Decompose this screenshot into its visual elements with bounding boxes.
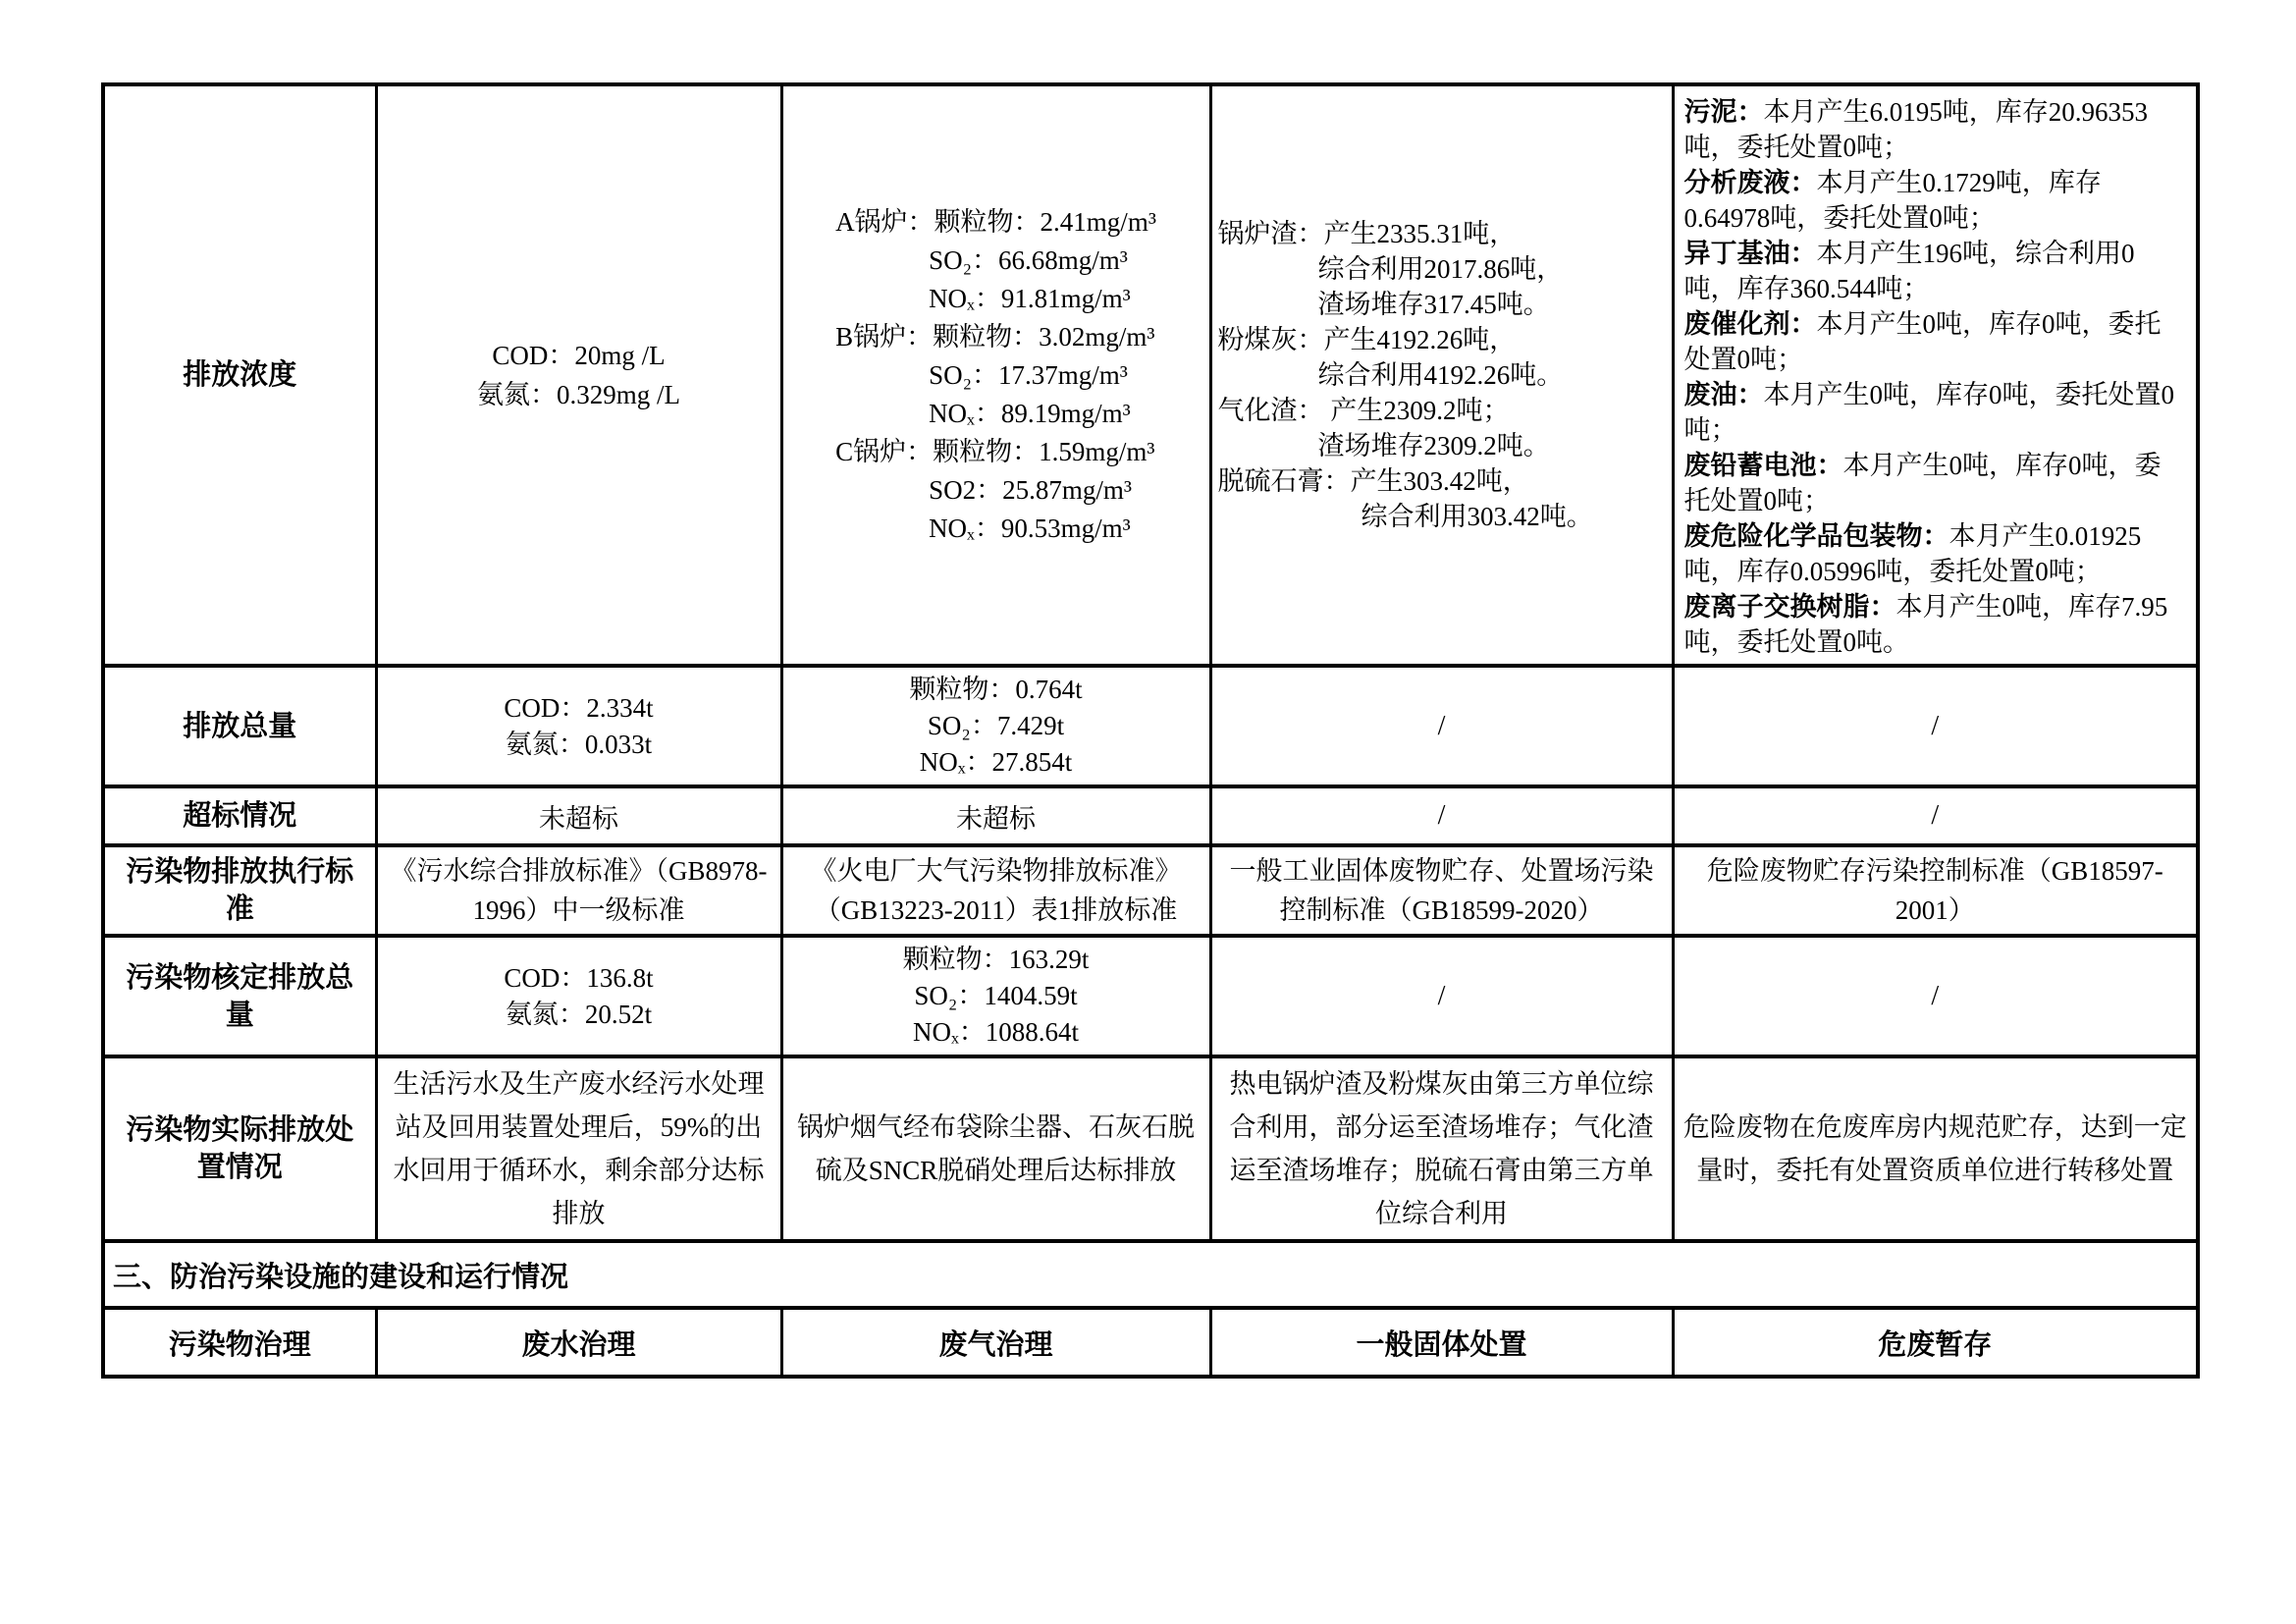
approved-solid-waste-cell: / <box>1210 936 1673 1056</box>
ammonia-concentration: 氨氮：0.329mg /L <box>477 380 680 409</box>
emission-concentration-label: 排放浓度 <box>103 84 376 666</box>
hazardous-entry-name: 分析废液： <box>1683 168 1817 197</box>
concentration-wastewater-cell <box>376 84 781 666</box>
disposal-wastewater-cell: 生活污水及生产废水经污水处理站及回用装置处理后，59%的出水回用于循环水，剩余部分达标排放 <box>376 1056 781 1241</box>
fly-ash-utilized: 综合利用4192.26吨。 <box>1317 360 1564 390</box>
hazardous-entry-chemical-packaging: 废危险化学品包装物：本月产生0.01925吨，库存0.05996吨，委托处置0吨； <box>1683 521 2142 586</box>
pollution-report-table <box>101 82 2200 1379</box>
standards-hazardous-cell: 危险废物贮存污染控制标准（GB18597-2001） <box>1673 845 2198 936</box>
boiler-a-pm: A锅炉：颗粒物：2.41mg/m³ <box>835 206 1156 237</box>
hazardous-entry-lead-battery: 废铅蓄电池：本月产生0吨，库存0吨，委托处置0吨； <box>1683 451 2162 515</box>
gasification-slag-stored: 渣场堆存2309.2吨。 <box>1317 431 1550 460</box>
hazardous-entry-sludge: 污泥：本月产生6.0195吨，库存20.96353吨，委托处置0吨； <box>1683 97 2148 162</box>
row-approved-total <box>103 936 2198 1056</box>
disposal-solid-waste-cell: 热电锅炉渣及粉煤灰由第三方单位综合利用，部分运至渣场堆存；气化渣运至渣场堆存；脱硫石膏由第三方单位综合利用 <box>1210 1056 1673 1241</box>
hazardous-entry-name: 异丁基油： <box>1683 239 1817 268</box>
hazardous-entry-name: 废油： <box>1683 380 1764 409</box>
exceedance-label: 超标情况 <box>103 786 376 845</box>
approved-wastewater-cell <box>376 936 781 1056</box>
hazardous-entry-isobutyl-oil: 异丁基油：本月产生196吨，综合利用0吨，库存360.544吨； <box>1683 239 2135 303</box>
cod-approved: COD：136.8t <box>504 962 654 993</box>
hazardous-entry-analysis-liquid: 分析废液：本月产生0.1729吨，库存0.64978吨，委托处置0吨； <box>1683 168 2102 233</box>
boiler-slag-stored: 渣场堆存317.45吨。 <box>1317 290 1550 319</box>
hazardous-entry-spent-catalyst: 废催化剂：本月产生0吨，库存0吨，委托处置0吨； <box>1683 309 2162 374</box>
disposal-flue-gas-cell: 锅炉烟气经布袋除尘器、石灰石脱硫及SNCR脱硝处理后达标排放 <box>781 1056 1210 1241</box>
approved-flue-gas-cell <box>781 936 1210 1056</box>
gypsum-produced: 脱硫石膏：产生303.42吨， <box>1217 466 1529 496</box>
boiler-b-nox: NOₓ：89.19mg/m³ <box>929 398 1131 428</box>
gypsum-utilized: 综合利用303.42吨。 <box>1361 502 1593 531</box>
concentration-flue-gas-cell <box>781 84 1210 666</box>
header-hazardous-storage: 危废暂存 <box>1673 1308 2198 1377</box>
exceedance-wastewater-cell: 未超标 <box>376 786 781 845</box>
fly-ash-produced: 粉煤灰：产生4192.26吨， <box>1217 325 1517 354</box>
emission-total-label: 排放总量 <box>103 666 376 786</box>
row-emission-standards <box>103 845 2198 936</box>
boiler-a-so2: SO₂：66.68mg/m³ <box>929 244 1128 275</box>
approved-total-label: 污染物核定排放总量 <box>103 936 376 1056</box>
hazardous-entry-waste-oil: 废油：本月产生0吨，库存0吨，委托处置0吨； <box>1683 380 2174 445</box>
gasification-slag-produced: 气化渣： 产生2309.2吨； <box>1217 396 1510 425</box>
cod-concentration: COD：20mg /L <box>492 341 666 370</box>
exceedance-flue-gas-cell: 未超标 <box>781 786 1210 845</box>
boiler-slag-utilized: 综合利用2017.86吨， <box>1317 254 1564 284</box>
so2-approved: SO₂：1404.59t <box>914 981 1078 1010</box>
standards-label: 污染物排放执行标准 <box>103 845 376 936</box>
exceedance-solid-waste-cell: / <box>1210 786 1673 845</box>
row-actual-disposal <box>103 1056 2198 1241</box>
hazardous-entry-name: 废离子交换树脂： <box>1683 592 1896 622</box>
section-title: 三、防治污染设施的建设和运行情况 <box>103 1241 2198 1308</box>
so2-total: SO₂：7.429t <box>927 711 1065 740</box>
boiler-c-so2: SO2：25.87mg/m³ <box>929 474 1132 505</box>
exceedance-hazardous-cell: / <box>1673 786 2198 845</box>
cod-total: COD：2.334t <box>504 692 654 723</box>
standards-wastewater-cell: 《污水综合排放标准》（GB8978-1996）中一级标准 <box>376 845 781 936</box>
header-wastewater-treatment: 废水治理 <box>376 1308 781 1377</box>
ammonia-approved: 氨氮：20.52t <box>505 999 653 1029</box>
concentration-hazardous-waste-cell <box>1673 84 2198 666</box>
header-flue-gas-treatment: 废气治理 <box>781 1308 1210 1377</box>
total-flue-gas-cell <box>781 666 1210 786</box>
boiler-b-so2: SO₂：17.37mg/m³ <box>929 359 1128 390</box>
row-exceedance <box>103 786 2198 845</box>
total-wastewater-cell <box>376 666 781 786</box>
standards-solid-waste-cell: 一般工业固体废物贮存、处置场污染控制标准（GB18599-2020） <box>1210 845 1673 936</box>
boiler-slag-produced: 锅炉渣：产生2335.31吨， <box>1217 219 1517 248</box>
nox-approved: NOₓ：1088.64t <box>912 1017 1080 1047</box>
pm-total: 颗粒物：0.764t <box>909 675 1083 704</box>
row-emission-total <box>103 666 2198 786</box>
hazardous-entry-name: 废铅蓄电池： <box>1683 451 1843 480</box>
header-general-solid-disposal: 一般固体处置 <box>1210 1308 1673 1377</box>
concentration-solid-waste-cell <box>1210 84 1673 666</box>
boiler-c-pm: C锅炉：颗粒物：1.59mg/m³ <box>835 436 1155 466</box>
hazardous-entry-name: 污泥： <box>1683 97 1764 127</box>
header-pollutant-treatment: 污染物治理 <box>103 1308 376 1377</box>
actual-disposal-label: 污染物实际排放处置情况 <box>103 1056 376 1241</box>
total-solid-waste-cell: / <box>1210 666 1673 786</box>
row-bottom-headers <box>103 1308 2198 1377</box>
hazardous-entry-ion-exchange-resin: 废离子交换树脂：本月产生0吨，库存7.95吨，委托处置0吨。 <box>1683 592 2168 657</box>
row-section-title <box>103 1241 2198 1308</box>
ammonia-total: 氨氮：0.033t <box>505 729 653 759</box>
standards-flue-gas-cell: 《火电厂大气污染物排放标准》（GB13223-2011）表1排放标准 <box>781 845 1210 936</box>
hazardous-entry-name: 废危险化学品包装物： <box>1683 521 1949 551</box>
hazardous-entry-name: 废催化剂： <box>1683 309 1817 339</box>
row-emission-concentration <box>103 84 2198 666</box>
boiler-a-nox: NOₓ：91.81mg/m³ <box>929 283 1131 313</box>
nox-total: NOₓ：27.854t <box>919 747 1073 777</box>
total-hazardous-cell: / <box>1673 666 2198 786</box>
approved-hazardous-cell: / <box>1673 936 2198 1056</box>
boiler-c-nox: NOₓ：90.53mg/m³ <box>929 513 1131 543</box>
disposal-hazardous-cell: 危险废物在危废库房内规范贮存，达到一定量时，委托有处置资质单位进行转移处置 <box>1673 1056 2198 1241</box>
boiler-b-pm: B锅炉：颗粒物：3.02mg/m³ <box>835 321 1155 352</box>
pm-approved: 颗粒物：163.29t <box>902 945 1090 974</box>
